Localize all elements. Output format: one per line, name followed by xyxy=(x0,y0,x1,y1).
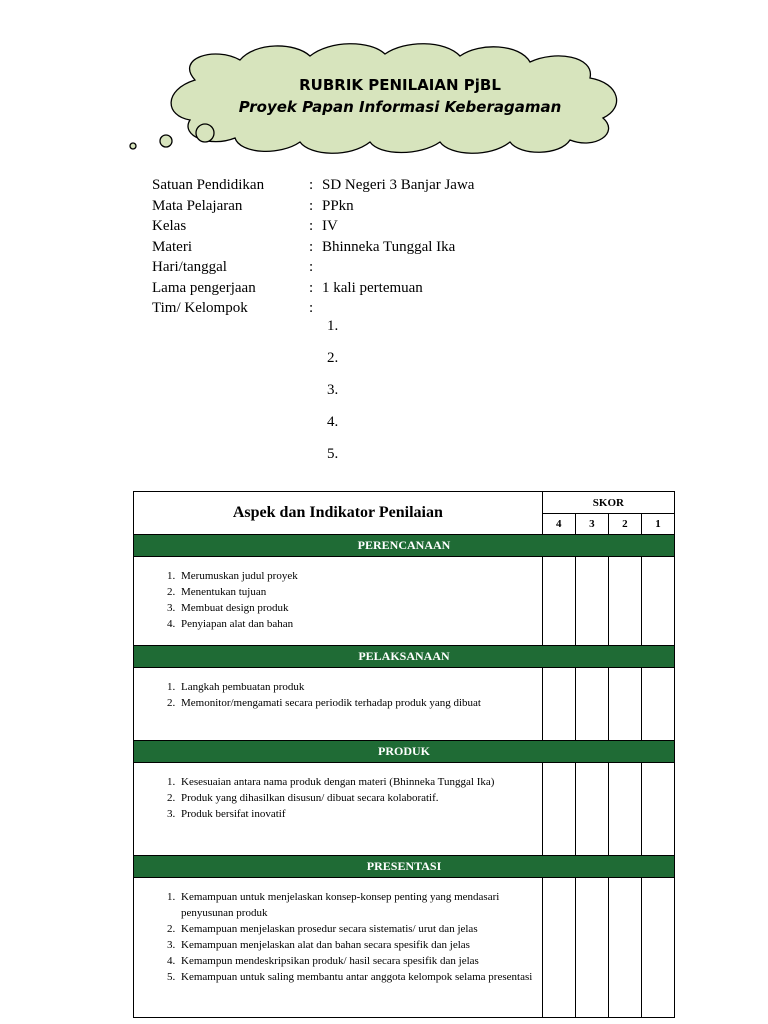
section-body-row xyxy=(134,763,675,856)
info-value: 1 kali pertemuan xyxy=(322,279,423,296)
member-slot: 5. xyxy=(327,446,339,462)
colon: : xyxy=(309,177,314,193)
score-level-1: 1 xyxy=(641,514,674,535)
title-line: RUBRIK PENILAIAN PjBL xyxy=(299,76,501,94)
colon: : xyxy=(309,238,314,255)
score-cell[interactable] xyxy=(641,557,674,646)
score-cell[interactable] xyxy=(608,763,641,856)
info-label: Kelas xyxy=(152,218,187,234)
member-slot: 3. xyxy=(327,382,339,398)
indicator-cell xyxy=(134,668,543,741)
member-list xyxy=(327,316,338,476)
indicator-item: 2. Kemampuan menjelaskan prosedur secara sistematis/ urut dan jelas xyxy=(178,921,542,937)
score-cell[interactable] xyxy=(575,763,608,856)
indicator-item: 3. Produk bersifat inovatif xyxy=(178,806,542,822)
score-cell[interactable] xyxy=(641,878,674,1018)
section-title-pelaksanaan: PELAKSANAAN xyxy=(134,646,675,668)
indicator-item: 3. Membuat design produk xyxy=(178,600,542,616)
info-label: Mata Pelajaran xyxy=(152,197,243,214)
member-slot: 2. xyxy=(327,350,339,366)
section-title-produk: PRODUK xyxy=(134,741,675,763)
score-cell[interactable] xyxy=(641,668,674,741)
indicator-item: 1. Merumuskan judul proyek xyxy=(178,568,542,584)
score-level-4: 4 xyxy=(542,514,575,535)
info-label: Lama pengerjaan xyxy=(152,279,256,296)
colon: : xyxy=(309,279,314,296)
section-header-row xyxy=(134,535,675,557)
section-body-row xyxy=(134,878,675,1018)
info-label: Hari/tanggal xyxy=(152,259,227,275)
indicator-cell xyxy=(134,557,543,646)
info-value: PPkn xyxy=(322,197,354,214)
score-cell[interactable] xyxy=(542,763,575,856)
rubric-table xyxy=(133,491,675,1018)
score-cell[interactable] xyxy=(542,878,575,1018)
colon: : xyxy=(309,259,314,275)
indicator-item: 1. Kemampuan untuk menjelaskan konsep-konsep penting yang mendasari penyusunan produk xyxy=(178,889,542,921)
indicator-item: 4. Kemampun mendeskripsikan produk/ hasil secara spesifik dan jelas xyxy=(178,953,542,969)
indicator-item: 5. Kemampuan untuk saling membantu antar anggota kelompok selama presentasi xyxy=(178,969,542,985)
indicator-item: 4. Penyiapan alat dan bahan xyxy=(178,616,542,632)
indicator-list xyxy=(134,679,542,711)
info-label: Materi xyxy=(152,238,192,255)
section-header-row xyxy=(134,646,675,668)
score-cell[interactable] xyxy=(575,878,608,1018)
section-header-row xyxy=(134,741,675,763)
info-value: Bhinneka Tunggal Ika xyxy=(322,238,456,255)
colon: : xyxy=(309,300,314,316)
info-label: Tim/ Kelompok xyxy=(152,300,248,316)
indicator-item: 3. Kemampuan menjelaskan alat dan bahan secara spesifik dan jelas xyxy=(178,937,542,953)
indicator-item: 2. Produk yang dihasilkan disusun/ dibuat secara kolaboratif. xyxy=(178,790,542,806)
score-level-3: 3 xyxy=(575,514,608,535)
indicator-list xyxy=(134,889,542,985)
indicator-item: 2. Menentukan tujuan xyxy=(178,584,542,600)
colon: : xyxy=(309,218,314,234)
indicator-item: 2. Memonitor/mengamati secara periodik terhadap produk yang dibuat xyxy=(178,695,542,711)
score-cell[interactable] xyxy=(608,878,641,1018)
section-title-presentasi: PRESENTASI xyxy=(134,856,675,878)
score-cell[interactable] xyxy=(608,557,641,646)
member-slot: 4. xyxy=(327,414,339,430)
info-value: IV xyxy=(322,218,338,234)
section-body-row xyxy=(134,557,675,646)
score-cell[interactable] xyxy=(575,668,608,741)
score-cell[interactable] xyxy=(641,763,674,856)
indicator-cell xyxy=(134,763,543,856)
info-label: Satuan Pendidikan xyxy=(152,177,265,193)
section-header-row xyxy=(134,856,675,878)
subtitle-line: Proyek Papan Informasi Keberagaman xyxy=(238,98,562,116)
score-header: SKOR xyxy=(542,492,674,514)
indicator-list xyxy=(134,774,542,822)
aspect-header: Aspek dan Indikator Penilaian xyxy=(134,492,543,535)
indicator-item: 1. Langkah pembuatan produk xyxy=(178,679,542,695)
indicator-list xyxy=(134,568,542,632)
title-cloud xyxy=(125,38,655,158)
info-value: SD Negeri 3 Banjar Jawa xyxy=(322,177,475,193)
member-slot: 1. xyxy=(327,318,339,334)
section-body-row xyxy=(134,668,675,741)
score-cell[interactable] xyxy=(542,557,575,646)
indicator-item: 1. Kesesuaian antara nama produk dengan materi (Bhinneka Tunggal Ika) xyxy=(178,774,542,790)
score-cell[interactable] xyxy=(608,668,641,741)
document-title xyxy=(220,74,580,118)
colon: : xyxy=(309,197,314,214)
score-cell[interactable] xyxy=(542,668,575,741)
score-level-2: 2 xyxy=(608,514,641,535)
score-cell[interactable] xyxy=(575,557,608,646)
section-title-perencanaan: PERENCANAAN xyxy=(134,535,675,557)
indicator-cell xyxy=(134,878,543,1018)
